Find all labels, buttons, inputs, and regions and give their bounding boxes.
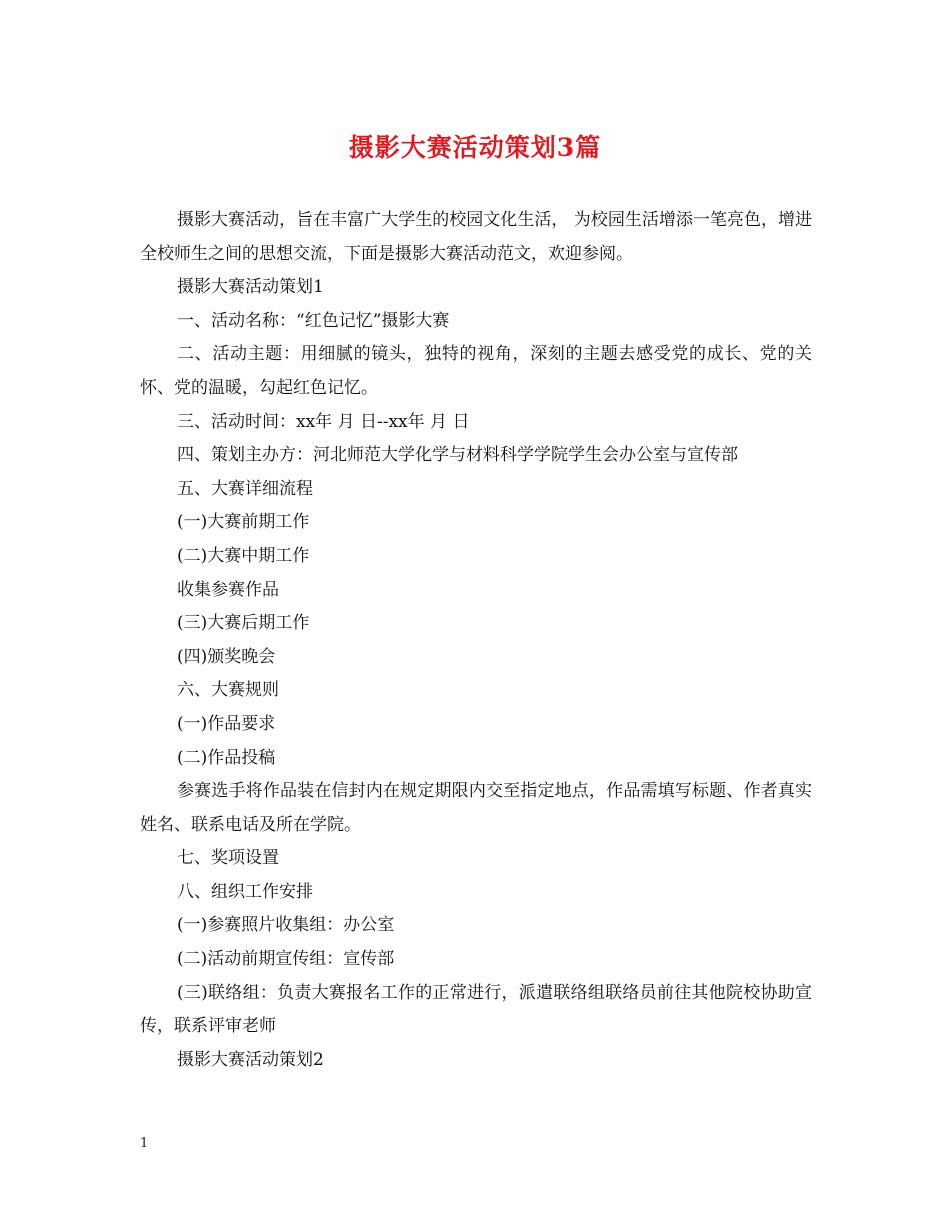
- list-item: (二)作品投稿: [177, 747, 276, 768]
- process-heading: 五、大赛详细流程: [177, 478, 313, 499]
- list-item: (二)活动前期宣传组：宣传部: [177, 949, 395, 970]
- liaison-paragraph: (三)联络组：负责大赛报名工作的正常进行，派遣联络组联络员前往其他院校协助宣传，联系评审老师: [140, 982, 812, 1037]
- rules-heading: 六、大赛规则: [177, 680, 279, 701]
- section-heading-plan-2: 摄影大赛活动策划2: [177, 1049, 324, 1070]
- document-title: 摄影大赛活动策划3篇: [348, 133, 602, 162]
- awards-heading: 七、奖项设置: [177, 848, 279, 869]
- organization-heading: 八、组织工作安排: [177, 881, 313, 902]
- document-body: [140, 204, 812, 1077]
- section-heading-plan-1: 摄影大赛活动策划1: [177, 277, 324, 298]
- list-item: 收集参赛作品: [177, 579, 279, 600]
- list-item: (一)大赛前期工作: [177, 512, 310, 533]
- list-item: (三)大赛后期工作: [177, 613, 310, 634]
- page-number: 1: [140, 1136, 149, 1151]
- activity-theme-paragraph: 二、活动主题：用细腻的镜头，独特的视角，深刻的主题去感受党的成长、党的关怀、党的温暖，勾起红色记忆。: [140, 344, 812, 398]
- activity-time-line: 三、活动时间：xx年 月 日--xx年 月 日: [177, 411, 470, 432]
- list-item: (二)大赛中期工作: [177, 545, 310, 566]
- organizer-line: 四、策划主办方：河北师范大学化学与材料科学学院学生会办公室与宣传部: [177, 445, 738, 466]
- list-item: (四)颁奖晚会: [177, 646, 276, 667]
- intro-paragraph: 摄影大赛活动，旨在丰富广大学生的校园文化生活， 为校园生活增添一笔亮色，增进全校师生之间的思想交流，下面是摄影大赛活动范文，欢迎参阅。: [140, 210, 812, 264]
- activity-name-line: 一、活动名称：“红色记忆”摄影大赛: [177, 310, 450, 331]
- list-item: (一)作品要求: [177, 713, 276, 734]
- submission-paragraph: 参赛选手将作品装在信封内在规定期限内交至指定地点，作品需填写标题、作者真实姓名、联系电话及所在学院。: [140, 781, 812, 835]
- list-item: (一)参赛照片收集组：办公室: [177, 915, 395, 936]
